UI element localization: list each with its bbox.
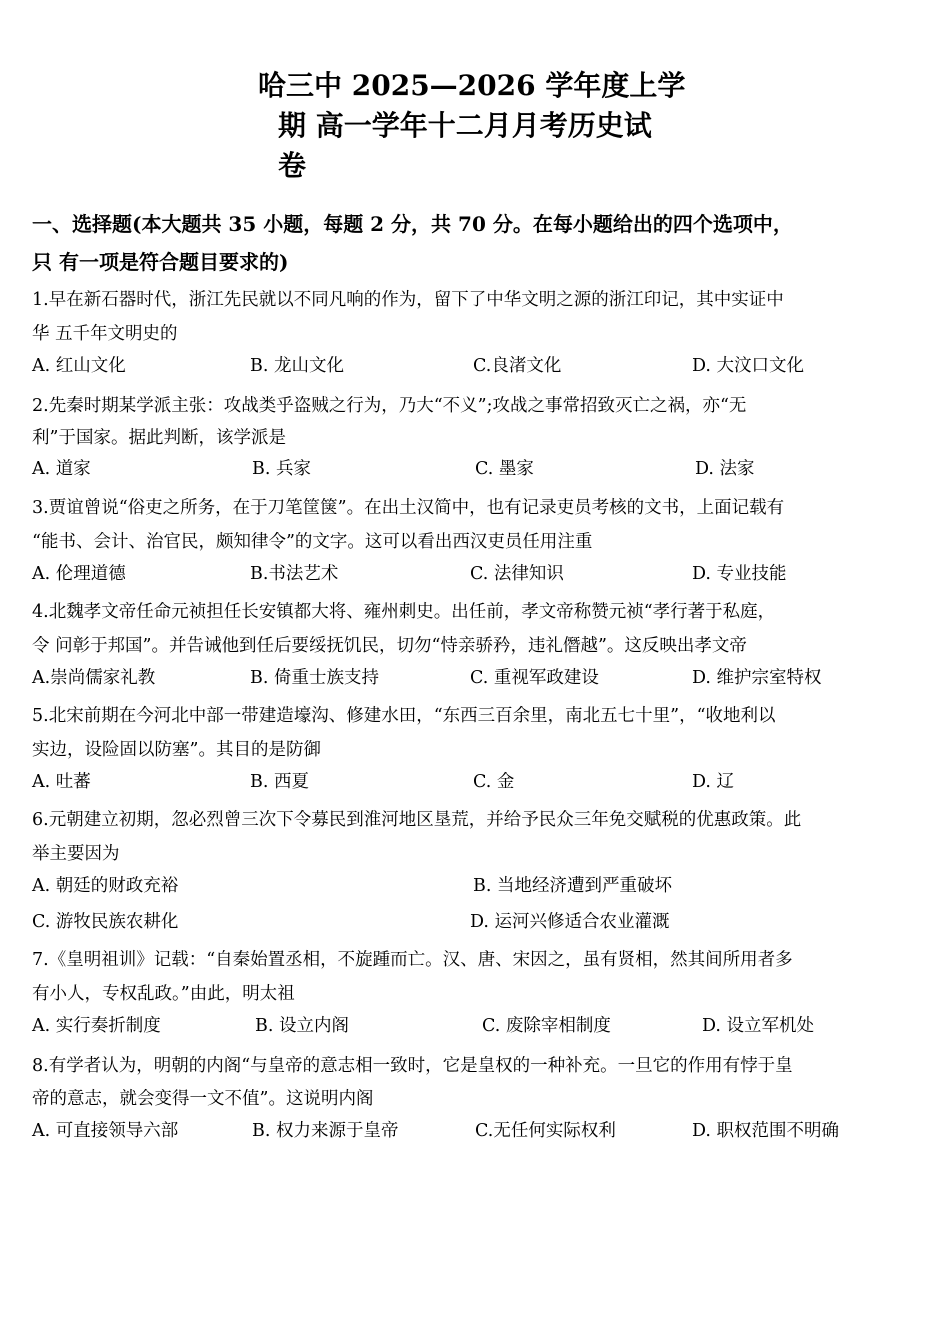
question-3-stem-line-2: “能书、会计、治官民，颇知律令”的文字。这可以看出西汉吏员任用注重: [32, 532, 593, 552]
question-7-option-d: D. 设立军机处: [702, 1016, 815, 1036]
question-2-stem-line-1: 2.先秦时期某学派主张：攻战类乎盗贼之行为，乃大“不义”;攻战之事常招致灭亡之祸，亦“无: [32, 396, 747, 416]
question-8-stem-line-1: 8.有学者认为，明朝的内阁“与皇帝的意志相一致时，它是皇权的一种补充。一旦它的作用有悖于皇: [32, 1056, 793, 1076]
question-6-stem-line-1: 6.元朝建立初期，忽必烈曾三次下令募民到淮河地区垦荒，并给予民众三年免交赋税的优惠政策。此: [32, 810, 802, 830]
question-2-option-c: C. 墨家: [475, 459, 534, 479]
question-4-option-a: A.崇尚儒家礼教: [32, 668, 156, 688]
question-2-stem-line-2: 利”于国家。据此判断，该学派是: [32, 428, 286, 448]
question-7-option-c: C. 废除宰相制度: [482, 1016, 611, 1036]
question-1-stem-line-2: 华 五千年文明史的: [32, 324, 178, 344]
exam-title-line-3: 卷: [278, 149, 307, 182]
question-5-option-b: B. 西夏: [250, 772, 309, 792]
question-6-option-c: C. 游牧民族农耕化: [32, 912, 179, 932]
question-7-option-a: A. 实行奏折制度: [32, 1016, 161, 1036]
question-6-option-a: A. 朝廷的财政充裕: [32, 876, 179, 896]
question-6-option-b: B. 当地经济遭到严重破坏: [473, 876, 672, 896]
question-1-stem-line-1: 1.早在新石器时代，浙江先民就以不同凡响的作为，留下了中华文明之源的浙江印记，其中实证中: [32, 290, 784, 310]
question-1-option-b: B. 龙山文化: [250, 356, 344, 376]
question-8-option-c: C.无任何实际权利: [475, 1121, 616, 1141]
question-5-option-a: A. 吐蕃: [32, 772, 91, 792]
question-5-option-c: C. 金: [473, 772, 515, 792]
question-3-stem-line-1: 3.贾谊曾说“俗吏之所务，在于刀笔筐箧”。在出土汉简中，也有记录吏员考核的文书，上面记载有: [32, 498, 785, 518]
exam-title-line-1: 哈三中 2025—2026 学年度上学: [258, 69, 686, 102]
question-5-stem-line-1: 5.北宋前期在今河北中部一带建造壕沟、修建水田，“东西三百余里，南北五七十里”，“收地利以: [32, 706, 776, 726]
question-2-option-b: B. 兵家: [252, 459, 311, 479]
question-1-option-a: A. 红山文化: [32, 356, 126, 376]
question-4-option-b: B. 倚重士族支持: [250, 668, 379, 688]
question-8-option-a: A. 可直接领导六部: [32, 1121, 179, 1141]
section-header-line-1: 一、选择题(本大题共 35 小题，每题 2 分，共 70 分。在每小题给出的四个选项中，: [32, 212, 793, 236]
question-1-option-d: D. 大汶口文化: [692, 356, 805, 376]
question-6-option-d: D. 运河兴修适合农业灌溉: [470, 912, 670, 932]
question-2-option-d: D. 法家: [695, 459, 755, 479]
question-3-option-b: B.书法艺术: [250, 564, 339, 584]
question-8-stem-line-2: 帝的意志，就会变得一文不值”。这说明内阁: [32, 1089, 374, 1109]
question-3-option-c: C. 法律知识: [470, 564, 564, 584]
question-8-option-b: B. 权力来源于皇帝: [252, 1121, 399, 1141]
question-4-stem-line-2: 令 问彰于邦国”。并告诫他到任后要绥抚饥民，切勿“恃亲骄矜，违礼僭越”。这反映出孝文帝: [32, 636, 747, 656]
exam-title-line-2: 期 高一学年十二月月考历史试: [278, 109, 652, 142]
question-8-option-d: D. 职权范围不明确: [692, 1121, 840, 1141]
question-6-stem-line-2: 举主要因为: [32, 844, 120, 864]
question-7-option-b: B. 设立内阁: [255, 1016, 349, 1036]
question-4-option-d: D. 维护宗室特权: [692, 668, 822, 688]
section-header-line-2: 只 有一项是符合题目要求的): [32, 250, 289, 274]
question-7-stem-line-2: 有小人，专权乱政。”由此，明太祖: [32, 984, 295, 1004]
question-7-stem-line-1: 7.《皇明祖训》记载：“自秦始置丞相，不旋踵而亡。汉、唐、宋因之，虽有贤相，然其间所用者多: [32, 950, 793, 970]
question-1-option-c: C.良渚文化: [473, 356, 562, 376]
question-4-option-c: C. 重视军政建设: [470, 668, 599, 688]
question-4-stem-line-1: 4.北魏孝文帝任命元祯担任长安镇都大将、雍州刺史。出任前，孝文帝称赞元祯“孝行著于私庭，: [32, 602, 776, 622]
question-5-stem-line-2: 实边，设险固以防塞”。其目的是防御: [32, 740, 321, 760]
question-2-option-a: A. 道家: [32, 459, 91, 479]
question-3-option-d: D. 专业技能: [692, 564, 787, 584]
question-3-option-a: A. 伦理道德: [32, 564, 126, 584]
question-5-option-d: D. 辽: [692, 772, 735, 792]
